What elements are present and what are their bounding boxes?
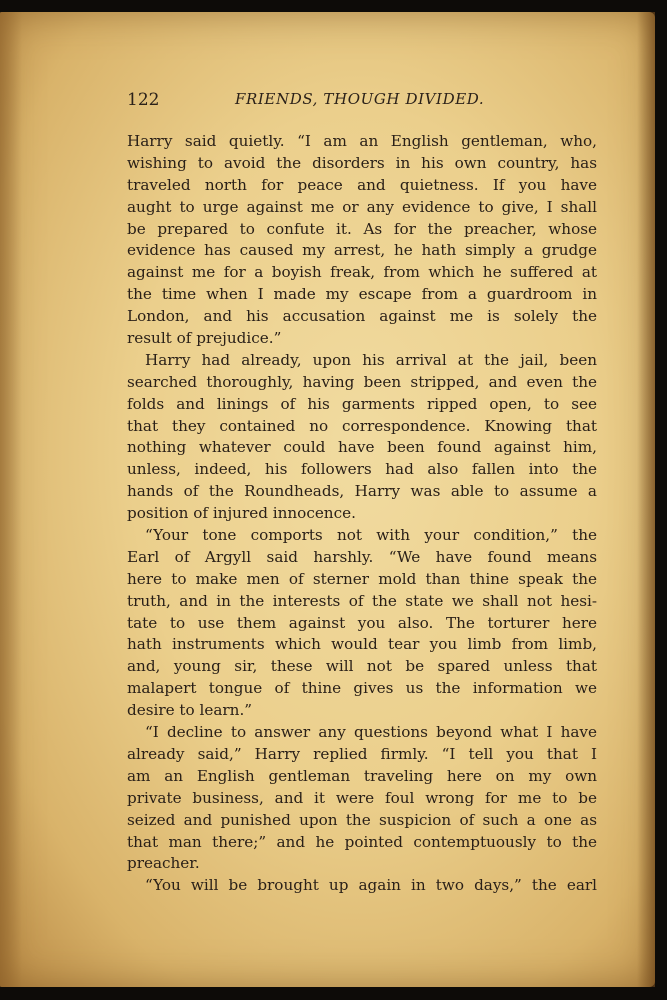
page-edge-shadow xyxy=(637,12,655,987)
text-line: aught to urge against me or any evidence to give, I shall xyxy=(127,197,597,216)
text-line: “I decline to answer any questions beyond what I have xyxy=(145,723,597,742)
text-line: Earl of Argyll said harshly. “We have found means xyxy=(127,547,597,566)
text-line: wishing to avoid the disorders in his own country, has xyxy=(127,153,597,172)
text-line: the time when I made my escape from a guardroom in xyxy=(127,285,597,304)
text-line: traveled north for peace and quietness. If you have xyxy=(127,175,597,194)
body-text xyxy=(127,131,597,897)
text-line: malapert tongue of thine gives us the information we xyxy=(127,679,597,698)
text-line: position of injured innocence. xyxy=(127,504,356,523)
text-line: London, and his accusation against me is solely the xyxy=(127,307,597,326)
text-line: am an English gentleman traveling here on my own xyxy=(127,766,597,785)
text-line: tate to use them against you also. The torturer here xyxy=(127,613,597,632)
text-line: preacher. xyxy=(127,854,200,873)
text-line: hands of the Roundheads, Harry was able to assume a xyxy=(127,482,597,501)
running-head: FRIENDS, THOUGH DIVIDED. xyxy=(235,90,485,108)
text-line: desire to learn.” xyxy=(127,701,253,720)
text-line: seized and punished upon the suspicion of such a one as xyxy=(127,810,597,829)
book-page xyxy=(0,12,655,987)
text-line: searched thoroughly, having been stripped, and even the xyxy=(127,372,597,391)
text-line: and, young sir, these will not be spared unless that xyxy=(127,657,597,676)
page-number: 122 xyxy=(127,90,160,110)
text-line: be prepared to confute it. As for the preacher, whose xyxy=(127,219,597,238)
text-line: result of prejudice.” xyxy=(127,329,282,348)
text-line: already said,” Harry replied firmly. “I tell you that I xyxy=(127,744,597,763)
text-line: against me for a boyish freak, from which he suffered at xyxy=(127,263,597,282)
text-line: private business, and it were foul wrong for me to be xyxy=(127,788,597,807)
text-line: “Your tone comports not with your condition,” the xyxy=(145,526,597,545)
text-line: unless, indeed, his followers had also fallen into the xyxy=(127,460,597,479)
page-header xyxy=(127,90,597,112)
text-line: here to make men of sterner mold than thine speak the xyxy=(127,569,597,588)
text-line: truth, and in the interests of the state we shall not hesi- xyxy=(127,591,597,610)
text-line: hath instruments which would tear you limb from limb, xyxy=(127,635,597,654)
text-line: evidence has caused my arrest, he hath simply a grudge xyxy=(127,241,597,260)
text-line: Harry had already, upon his arrival at the jail, been xyxy=(145,350,597,369)
text-line: Harry said quietly. “I am an English gentleman, who, xyxy=(127,132,597,150)
text-line: nothing whatever could have been found against him, xyxy=(127,438,597,457)
text-line: “You will be brought up again in two days,” the earl xyxy=(145,876,597,895)
text-line: that they contained no correspondence. Knowing that xyxy=(127,416,597,435)
page-spine-shadow xyxy=(0,12,22,987)
text-line: folds and linings of his garments ripped open, to see xyxy=(127,394,597,413)
text-line: that man there;” and he pointed contemptuously to the xyxy=(127,832,597,851)
